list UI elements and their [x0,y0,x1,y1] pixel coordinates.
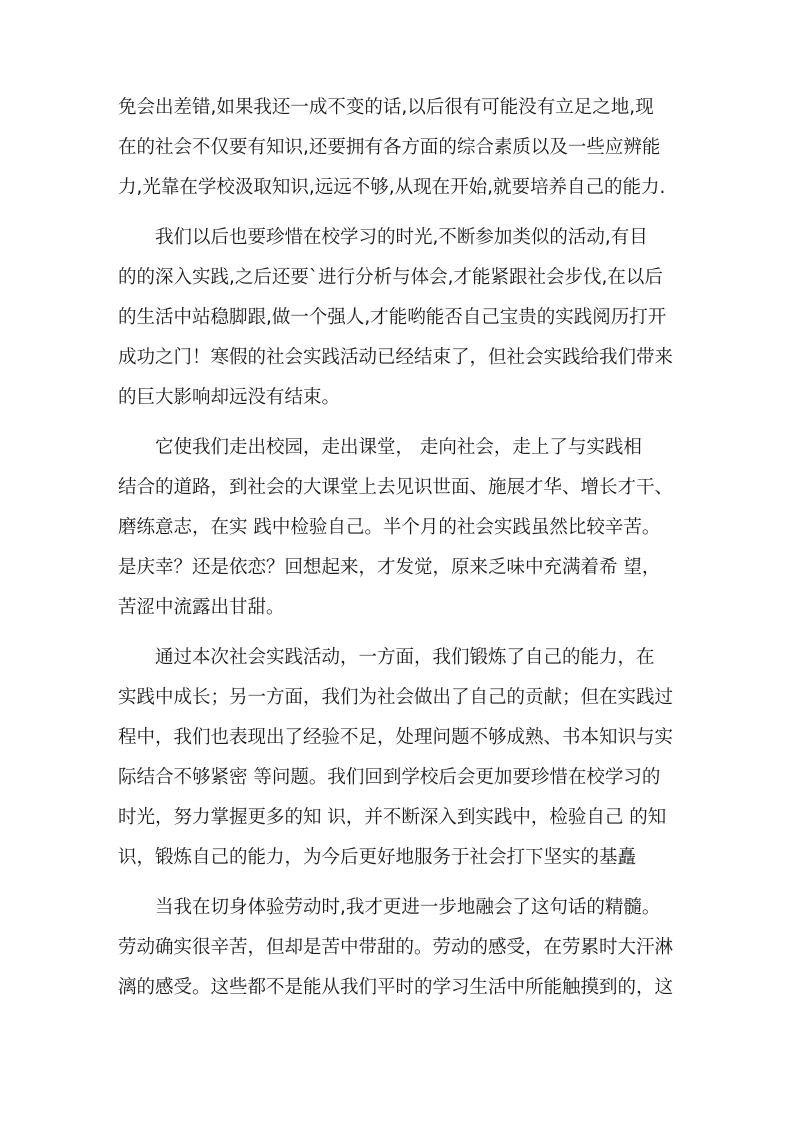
text-line: 结合的道路，到社会的大课堂上去见识世面、施展才华、增长才干、 [118,477,674,498]
paragraph-5 [118,888,676,1008]
text-line: 是庆幸？还是依恋？回想起来，才发觉，原来乏味中充满着希 望， [118,557,661,578]
paragraph-3 [118,428,676,628]
paragraph-2 [118,218,676,418]
document-page [118,88,676,1008]
text-line: 程中，我们也表现出了经验不足，处理问题不够成熟、书本知识与实 [118,727,674,748]
text-line: 劳动确实很辛苦，但却是苦中带甜的。劳动的感受，在劳累时大汗淋 [118,937,674,958]
text-line: 它使我们走出校园，走出课堂， 走向社会，走上了与实践相 [155,437,642,458]
text-line: 我们以后也要珍惜在校学习的时光,不断参加类似的活动,有目 [155,227,648,248]
text-line: 的的深入实践,之后还要`进行分析与体会,才能紧跟社会步伐,在以后 [118,267,663,288]
text-line: 通过本次社会实践活动，一方面，我们锻炼了自己的能力，在 [155,647,655,668]
text-line: 的生活中站稳脚跟,做一个强人,才能哟能否自己宝贵的实践阅历打开 [118,307,667,328]
text-line: 际结合不够紧密 等问题。我们回到学校后会更加要珍惜在校学习的 [118,767,661,788]
text-line: 时光，努力掌握更多的知 识，并不断深入到实践中，检验自己 的知 [118,807,667,828]
text-line: 成功之门！寒假的社会实践活动已经结束了，但社会实践给我们带来 [118,347,674,368]
text-line: 磨练意志，在实 践中检验自己。半个月的社会实践虽然比较辛苦。 [118,517,661,538]
paragraph-1 [118,88,676,208]
text-line: 苦涩中流露出甘甜。 [118,597,285,618]
text-line: 识，锻炼自己的能力，为今后更好地服务于社会打下坚实的基矗 [118,847,637,868]
text-line: 漓的感受。这些都不是能从我们平时的学习生活中所能触摸到的，这 [118,977,674,998]
text-line: 力,光靠在学校汲取知识,远远不够,从现在开始,就要培养自己的能力. [118,177,666,198]
text-line: 的巨大影响却远没有结束。 [118,387,341,408]
text-line: 当我在切身体验劳动时,我才更进一步地融会了这句话的精髓。 [155,897,661,918]
text-line: 实践中成长；另一方面，我们为社会做出了自己的贡献；但在实践过 [118,687,674,708]
paragraph-4 [118,638,676,878]
text-line: 在的社会不仅要有知识,还要拥有各方面的综合素质以及一些应辨能 [118,137,661,158]
text-line: 免会出差错,如果我还一成不变的话,以后很有可能没有立足之地,现 [118,97,654,118]
